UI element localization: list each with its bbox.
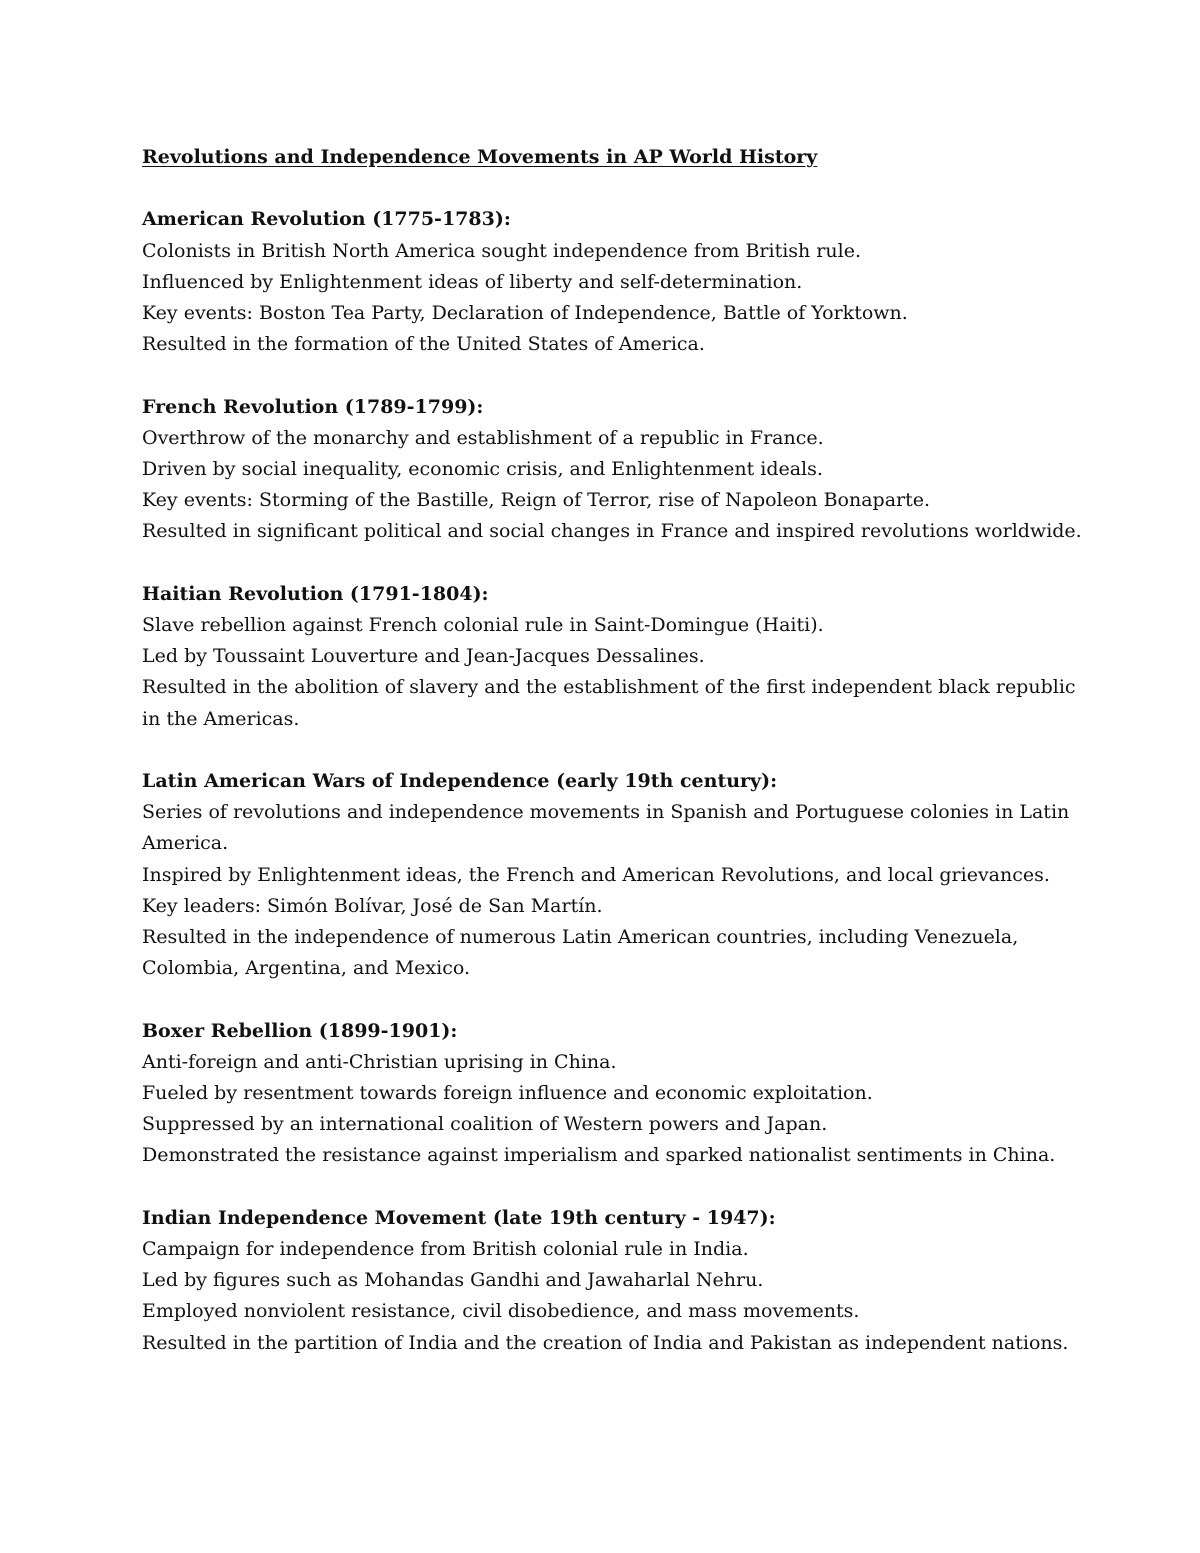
document-title: Revolutions and Independence Movements in AP World History [142, 146, 818, 168]
section-heading: Haitian Revolution (1791-1804): [142, 582, 489, 605]
section-indian-independence [142, 1203, 1072, 1359]
section-line: in the Americas. [142, 707, 300, 730]
section-line: Colonists in British North America sought independence from British rule. [142, 239, 861, 262]
section-line: Key events: Storming of the Bastille, Reign of Terror, rise of Napoleon Bonaparte. [142, 489, 931, 512]
section-line: Resulted in the abolition of slavery and the establishment of the first independent black republic [142, 676, 1076, 699]
section-heading: Latin American Wars of Independence (early 19th century): [142, 770, 778, 792]
spacer [142, 360, 1072, 391]
section-heading: Boxer Rebellion (1899-1901): [142, 1019, 458, 1042]
spacer [142, 173, 1072, 204]
section-line: Inspired by Enlightenment ideas, the French and American Revolutions, and local grievances. [142, 863, 1050, 886]
section-line: Resulted in significant political and social changes in France and inspired revolutions worldwide. [142, 520, 1082, 543]
document-body [142, 142, 1082, 1359]
section-line: America. [142, 832, 229, 855]
section-heading: Indian Independence Movement (late 19th century - 1947): [142, 1206, 776, 1229]
section-line: Anti-foreign and anti-Christian uprising in China. [142, 1050, 617, 1073]
section-line: Driven by social inequality, economic crisis, and Enlightenment ideals. [142, 458, 823, 480]
spacer [142, 984, 1072, 1015]
section-line: Key events: Boston Tea Party, Declaration of Independence, Battle of Yorktown. [142, 302, 908, 324]
section-line: Resulted in the partition of India and the creation of India and Pakistan as independent nations. [142, 1331, 1069, 1354]
section-line: Resulted in the formation of the United States of America. [142, 333, 705, 356]
section-latin-american-wars [142, 766, 1072, 984]
section-heading: American Revolution (1775-1783): [142, 208, 511, 231]
section-line: Demonstrated the resistance against imperialism and sparked nationalist sentiments in China. [142, 1144, 1056, 1167]
section-heading: French Revolution (1789-1799): [142, 395, 484, 418]
spacer [142, 1172, 1072, 1203]
section-line: Slave rebellion against French colonial rule in Saint-Domingue (Haiti). [142, 614, 824, 636]
section-boxer-rebellion [142, 1016, 1072, 1172]
section-line: Led by Toussaint Louverture and Jean-Jacques Dessalines. [142, 645, 705, 668]
section-line: Colombia, Argentina, and Mexico. [142, 957, 471, 980]
section-line: Led by figures such as Mohandas Gandhi and Jawaharlal Nehru. [142, 1269, 764, 1292]
section-line: Fueled by resentment towards foreign influence and economic exploitation. [142, 1082, 873, 1105]
section-line: Key leaders: Simón Bolívar, José de San Martín. [142, 894, 603, 917]
spacer [142, 548, 1072, 579]
section-line: Employed nonviolent resistance, civil disobedience, and mass movements. [142, 1300, 860, 1323]
section-line: Campaign for independence from British colonial rule in India. [142, 1238, 749, 1261]
section-french-revolution [142, 392, 1082, 548]
section-line: Suppressed by an international coalition of Western powers and Japan. [142, 1113, 828, 1136]
section-haitian-revolution [142, 579, 1076, 735]
section-american-revolution [142, 204, 1072, 360]
section-line: Series of revolutions and independence movements in Spanish and Portuguese colonies in Latin [142, 801, 1070, 824]
section-line: Overthrow of the monarchy and establishment of a republic in France. [142, 426, 824, 449]
section-line: Resulted in the independence of numerous Latin American countries, including Venezuela, [142, 926, 1019, 949]
spacer [142, 735, 1072, 766]
section-line: Influenced by Enlightenment ideas of liberty and self-determination. [142, 270, 803, 293]
